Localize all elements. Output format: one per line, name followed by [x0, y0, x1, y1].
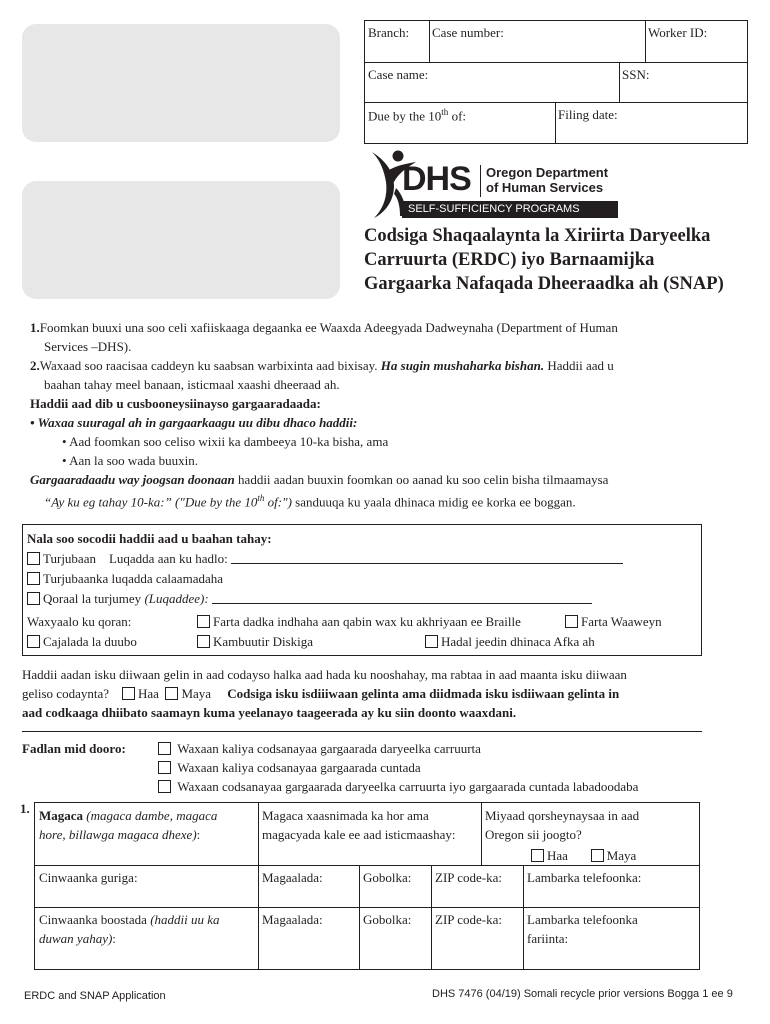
computer-disk-checkbox[interactable]	[197, 635, 210, 648]
office-row-1	[365, 21, 747, 63]
language-assistance-box	[22, 524, 702, 656]
filing-date-field[interactable]: Filing date:	[558, 107, 618, 122]
home-city-field[interactable]: Magaalada:	[262, 870, 323, 885]
voter-question-line-1: Haddii aadan isku diiwaan gelin in aad codayso halka aad hada ku nooshahay, ma rabtaa in aad maanta isku diiwaan	[22, 667, 627, 682]
due-by-field[interactable]: Due by the 10th of:	[368, 107, 467, 124]
mailing-city-field[interactable]: Magaalada:	[262, 912, 323, 927]
agency-name: Oregon Department of Human Services	[486, 165, 609, 195]
home-address-field[interactable]: Cinwaanka guriga:	[39, 870, 138, 885]
home-phone-field[interactable]: Lambarka telefoonka:	[527, 870, 642, 885]
mailing-zip-field[interactable]: ZIP code-ka:	[435, 912, 503, 927]
branch-field[interactable]: Branch:	[368, 25, 410, 40]
sign-interpreter-row: Turjubaanka luqadda calaamadaha	[27, 571, 223, 587]
both-programs-checkbox[interactable]	[158, 780, 171, 793]
alt-formats-label: Waxyaalo ku qoran:	[27, 614, 132, 629]
interpreter-row: Turjubaan Luqadda aan ku hadlo:	[27, 551, 623, 567]
case-name-field[interactable]: Case name:	[368, 67, 429, 82]
section-divider	[22, 731, 702, 732]
applicant-info-table	[34, 802, 700, 970]
other-names-field[interactable]: Magaca xaasnimada ka hor ama magacyada kale ee aad isticmaashay:	[262, 808, 456, 842]
office-use-box	[364, 20, 748, 144]
voter-question-line-2: geliso codaynta? Haa Maya Codsiga isku isdiiiwaan gelinta ama diidmada isku isdiiwaan gelinta in	[22, 686, 620, 701]
braille-option: Farta dadka indhaha aan qabin wax ku akhriyaan ee Braille	[197, 614, 521, 630]
program-banner: SELF-SUFFICIENCY PROGRAMS	[402, 201, 618, 218]
large-print-checkbox[interactable]	[565, 615, 578, 628]
interpreter-checkbox[interactable]	[27, 552, 40, 565]
audio-checkbox[interactable]	[27, 635, 40, 648]
instructions: 1.Foomkan buuxi una soo celi xafiiskaaga degaanka ee Waaxda Adeegyada Dadweynaha (Department of Human Services –DHS). 2.Waxaad soo raacisaa caddeyn ku saabsan warbixinta aad bixisay. Ha sugin mushaharka bishan. Haddii aad u baahan tahay meel banaan, isticmaal xaashi dheeraad ah. Haddii aad dib u cusbooneysiinayso gargaaradaada: • Waxaa suuragal ah in gargaarkaagu uu dibu dhaco haddii: • Aad foomkan soo celiso wixii ka dambeeya 10-ka bisha, ama • Aan la soo wada buuxin. Gargaaradaadu way joogsan doonaan haddii aadan buuxin foomkan oo aanad ku soo celin bisha tilmaamaysa “Ay ku eg tahay 10-ka:” ("Due by the 10th of:") sanduuqa ku yaala dhinaca midig ee korka ee boggan.	[30, 318, 750, 511]
voter-question-line-3: aad codkaaga dhiibato saamayn kuma yeelanayo taageerada ay ku siin doonto waaxdani.	[22, 705, 517, 720]
dhs-logo	[366, 148, 626, 220]
audio-option: Cajalada la duubo	[27, 634, 137, 650]
renewal-bullet-2: • Aan la soo wada buuxin.	[62, 453, 198, 468]
renewal-bullet-1: • Aad foomkan soo celiso wixii ka dambeeya 10-ka bisha, ama	[62, 434, 389, 449]
label-placeholder-box-top	[22, 24, 340, 142]
program-option-3: Waxaan codsanayaa gargaarada daryeelka carruurta iyo gargaarada cuntada labadoodaba	[158, 779, 638, 795]
language-heading: Nala soo socodii haddii aad u baahan tahay:	[27, 531, 272, 546]
renewal-heading: Haddii aad dib u cusbooneysiinayso gargaaradaada:	[30, 396, 321, 411]
childcare-only-checkbox[interactable]	[158, 742, 171, 755]
section-1-number: 1.	[20, 801, 30, 816]
form-title: Codsiga Shaqaalaynta la Xiriirta Daryeelka Carruurta (ERDC) iyo Barnaamijka Gargaarka Nafaqada Dheeraadka ah (SNAP)	[364, 226, 724, 294]
office-row-2	[365, 63, 747, 103]
oral-checkbox[interactable]	[425, 635, 438, 648]
food-only-checkbox[interactable]	[158, 761, 171, 774]
translation-language-input[interactable]	[212, 592, 592, 604]
language-spoken-input[interactable]	[231, 552, 623, 564]
message-phone-field[interactable]: Lambarka telefoonka fariinta:	[527, 912, 638, 946]
worker-id-field[interactable]: Worker ID:	[648, 25, 708, 40]
benefits-stop-notice: Gargaaradaadu way joogsan doonaan haddii aadan buuxin foomkan oo aanad ku soo celin bisha tilmaamaysa	[30, 472, 609, 487]
mailing-county-field[interactable]: Gobolka:	[363, 912, 412, 927]
oral-option: Hadal jeedin dhinaca Afka ah	[425, 634, 595, 650]
case-number-field[interactable]: Case number:	[432, 25, 504, 40]
applicant-name-field[interactable]: Magaca (magaca dambe, magaca hore, billawga magaca dhexe):	[39, 808, 218, 842]
label-placeholder-box-bottom	[22, 181, 340, 299]
large-print-option: Farta Waaweyn	[565, 614, 662, 630]
mailing-address-field[interactable]: Cinwaanka boostada (haddii uu ka duwan yahay):	[39, 912, 220, 946]
office-row-3	[365, 103, 747, 143]
program-option-1: Waxaan kaliya codsanayaa gargaarada daryeelka carruurta	[158, 741, 481, 757]
oregon-no-checkbox[interactable]	[591, 849, 604, 862]
written-translation-row: Qoraal la turjumey (Luqaddee):	[27, 591, 592, 607]
oregon-yes-checkbox[interactable]	[531, 849, 544, 862]
braille-checkbox[interactable]	[197, 615, 210, 628]
sign-interpreter-checkbox[interactable]	[27, 572, 40, 585]
program-choice-label: Fadlan mid dooro:	[22, 741, 126, 756]
ssn-field[interactable]: SSN:	[622, 67, 650, 82]
instruction-2: 2.Waxaad soo raacisaa caddeyn ku saabsan warbixinta aad bixisay. Ha sugin mushaharka bishan. Haddii aad u	[30, 358, 614, 373]
dhs-wordmark: DHS	[402, 160, 471, 198]
written-translation-checkbox[interactable]	[27, 592, 40, 605]
footer-form-number: DHS 7476 (04/19) Somali recycle prior versions Bogga 1 ee 9	[432, 988, 733, 1000]
voter-no-checkbox[interactable]	[165, 687, 178, 700]
home-county-field[interactable]: Gobolka:	[363, 870, 412, 885]
program-option-2: Waxaan kaliya codsanayaa gargaarada cuntada	[158, 760, 421, 776]
renewal-warning: • Waxaa suuragal ah in gargaarkaagu uu dibu dhaco haddii:	[30, 415, 358, 430]
computer-disk-option: Kambuutir Diskiga	[197, 634, 313, 650]
footer-form-name: ERDC and SNAP Application	[24, 990, 166, 1002]
home-zip-field[interactable]: ZIP code-ka:	[435, 870, 503, 885]
stay-in-oregon-field: Miyaad qorsheynaysaa in aad Oregon sii joogto? Haa Maya	[485, 808, 640, 863]
instruction-1: 1.Foomkan buuxi una soo celi xafiiskaaga degaanka ee Waaxda Adeegyada Dadweynaha (Department of Human	[30, 320, 618, 335]
voter-yes-checkbox[interactable]	[122, 687, 135, 700]
